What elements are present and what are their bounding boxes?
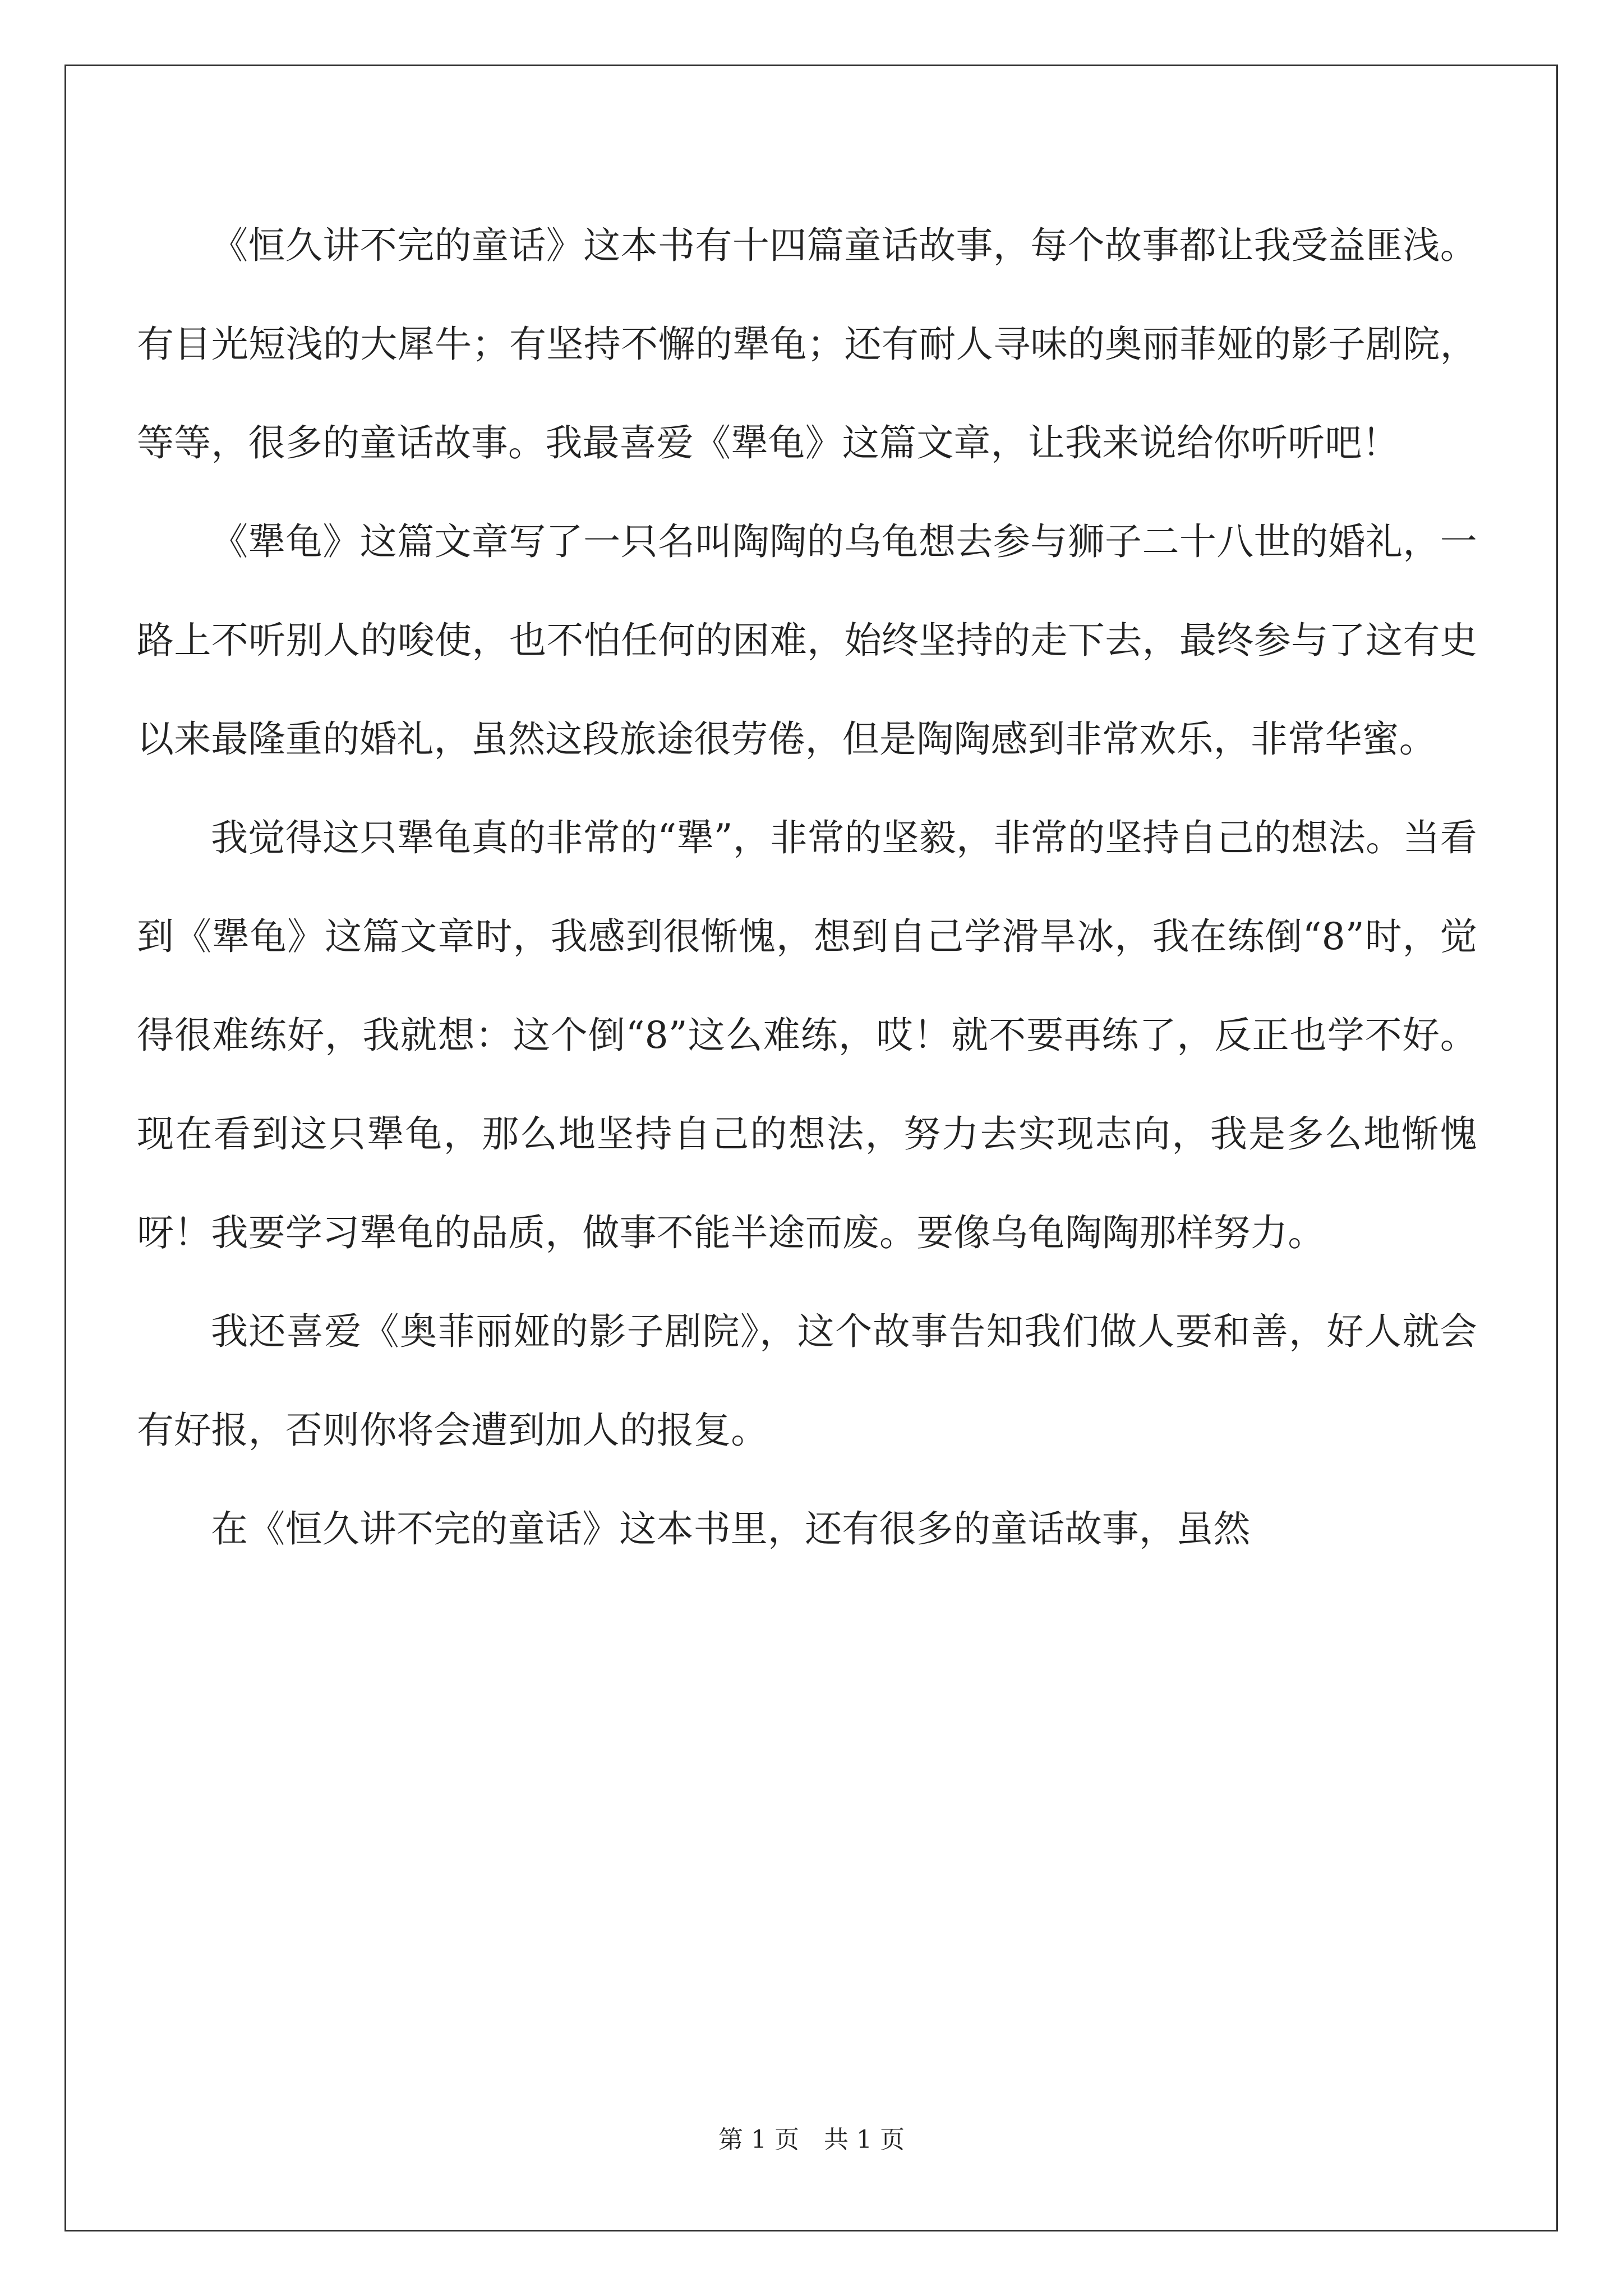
paragraph-3: 我觉得这只犟龟真的非常的“犟”，非常的坚毅，非常的坚持自己的想法。当看到《犟龟》这篇文章时，我感到很惭愧，想到自己学滑旱冰，我在练倒“8”时，觉得很难练好，我就想：这个倒“8”这么难练，哎！就不要再练了，反正也学不好。现在看到这只犟龟，那么地坚持自己的想法，努力去实现志向，我是多么地惭愧呀！我要学习犟龟的品质，做事不能半途而废。要像乌龟陶陶那样努力。 [137, 816, 1477, 1254]
page-footer [0, 2123, 1623, 2157]
paragraph-5: 在《恒久讲不完的童话》这本书里，还有很多的童话故事，虽然 [211, 1507, 1251, 1550]
paragraph-2: 《犟龟》这篇文章写了一只名叫陶陶的乌龟想去参与狮子二十八世的婚礼，一路上不听别人的唆使，也不怕任何的困难，始终坚持的走下去，最终参与了这有史以来最隆重的婚礼，虽然这段旅途很劳倦，但是陶陶感到非常欢乐，非常华蜜。 [137, 520, 1477, 761]
page-number-label: 第 1 页 共 1 页 [718, 2125, 905, 2154]
paragraph-4: 我还喜爱《奥菲丽娅的影子剧院》，这个故事告知我们做人要和善，好人就会有好报，否则你将会遭到加人的报复。 [137, 1310, 1477, 1452]
paragraph-1: 《恒久讲不完的童话》这本书有十四篇童话故事，每个故事都让我受益匪浅。有目光短浅的大犀牛；有坚持不懈的犟龟；还有耐人寻味的奥丽菲娅的影子剧院，等等，很多的童话故事。我最喜爱《犟龟》这篇文章，让我来说给你听听吧！ [137, 224, 1477, 464]
document-body [137, 196, 1477, 1579]
